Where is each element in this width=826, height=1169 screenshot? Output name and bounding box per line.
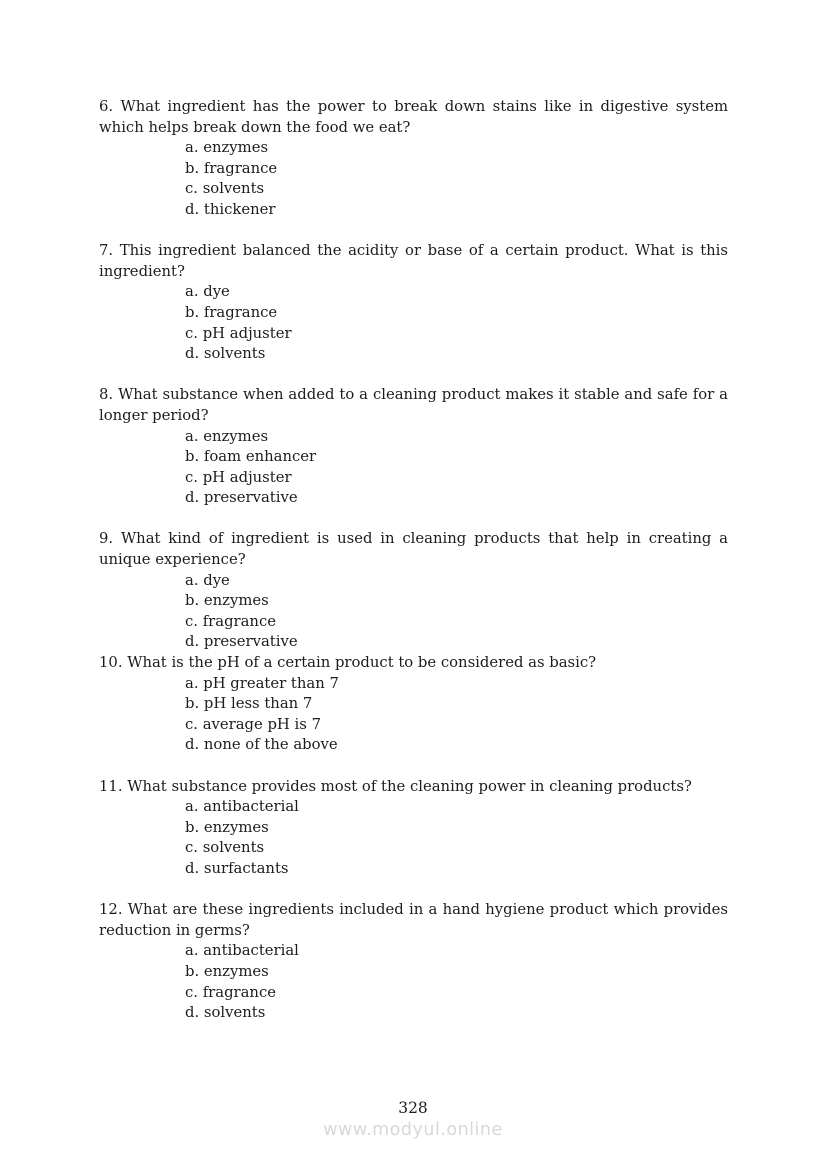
option-item: c. fragrance [185, 983, 277, 1001]
question-text: 8. What substance when added to a cleaning product makes it stable and safe for a longer period? [99, 386, 728, 424]
question-block-6 [99, 97, 728, 221]
question-block-9 [99, 529, 728, 653]
options-list [185, 427, 728, 509]
option-item: a. pH greater than 7 [185, 674, 339, 692]
option-item: d. none of the above [185, 736, 338, 754]
page-number: 328 [398, 1099, 428, 1117]
options-list [185, 941, 728, 1023]
question-block-10 [99, 653, 728, 756]
option-item: d. solvents [185, 1004, 266, 1022]
question-text: 12. What are these ingredients included in a hand hygiene product which provides reduction in germs? [99, 901, 728, 939]
option-item: a. dye [185, 571, 230, 589]
options-list [185, 571, 728, 653]
option-item: b. fragrance [185, 303, 278, 321]
question-text: 11. What substance provides most of the cleaning power in cleaning products? [99, 777, 692, 795]
option-item: b. enzymes [185, 818, 269, 836]
question-block-7 [99, 241, 728, 365]
option-item: a. enzymes [185, 139, 269, 157]
question-text: 7. This ingredient balanced the acidity or base of a certain product. What is this ingredient? [99, 242, 728, 280]
option-item: d. solvents [185, 345, 266, 363]
option-item: c. solvents [185, 839, 265, 857]
options-list [185, 282, 728, 364]
option-item: c. pH adjuster [185, 468, 292, 486]
option-item: c. pH adjuster [185, 324, 292, 342]
option-item: c. solvents [185, 180, 265, 198]
option-item: d. surfactants [185, 859, 289, 877]
question-block-12 [99, 900, 728, 1024]
options-list [185, 138, 728, 220]
option-item: b. fragrance [185, 159, 278, 177]
option-item: b. pH less than 7 [185, 695, 313, 713]
option-item: a. antibacterial [185, 798, 299, 816]
option-item: d. preservative [185, 633, 298, 651]
option-item: d. thickener [185, 200, 276, 218]
option-item: d. preservative [185, 489, 298, 507]
option-item: b. enzymes [185, 962, 269, 980]
option-item: a. antibacterial [185, 942, 299, 960]
option-item: a. enzymes [185, 427, 269, 445]
question-block-11 [99, 777, 728, 880]
options-list [185, 797, 728, 879]
watermark-text: www.modyul.online [323, 1120, 503, 1140]
quiz-content [99, 97, 728, 1044]
option-item: c. average pH is 7 [185, 715, 321, 733]
option-item: b. foam enhancer [185, 448, 317, 466]
options-list [185, 674, 728, 756]
question-text: 6. What ingredient has the power to break down stains like in digestive system which helps break down the food we eat? [99, 98, 728, 136]
question-block-8 [99, 385, 728, 509]
question-text: 9. What kind of ingredient is used in cleaning products that help in creating a unique experience? [99, 530, 728, 569]
option-item: a. dye [185, 283, 230, 301]
option-item: c. fragrance [185, 612, 277, 630]
option-item: b. enzymes [185, 592, 269, 610]
question-text: 10. What is the pH of a certain product to be considered as basic? [99, 654, 597, 672]
